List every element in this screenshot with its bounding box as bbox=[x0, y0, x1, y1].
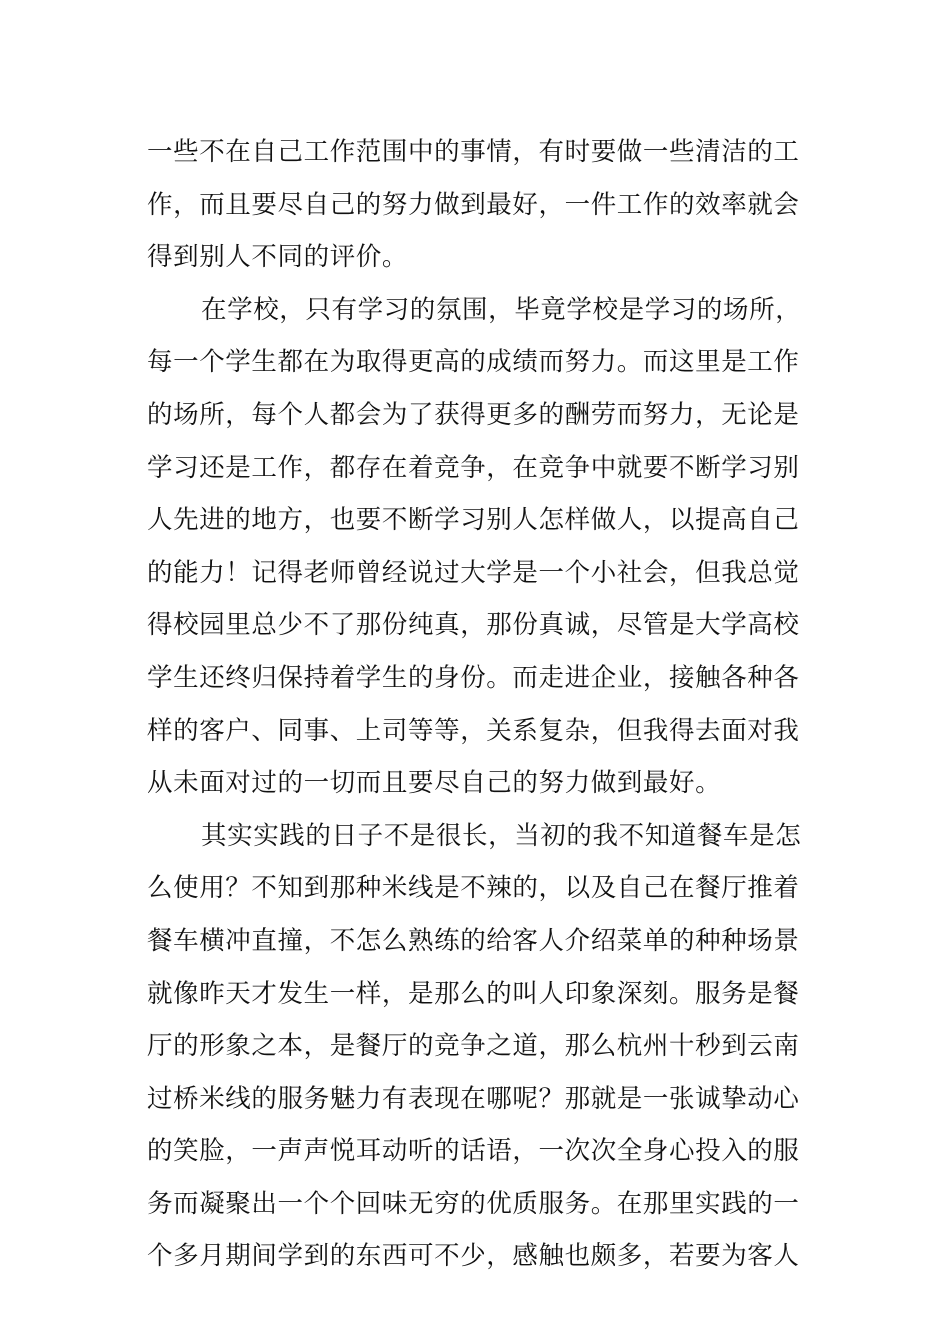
text-line: 一些不在自己工作范围中的事情，有时要做一些清洁的工 bbox=[147, 137, 800, 167]
text-line: 过桥米线的服务魅力有表现在哪呢？那就是一张诚挚动心 bbox=[147, 1083, 800, 1114]
text-line: 学生还终归保持着学生的身份。而走进企业，接触各种各 bbox=[147, 662, 800, 693]
text-line: 么使用？不知到那种米线是不辣的，以及自己在餐厅推着 bbox=[147, 873, 800, 904]
paragraph-first-line: 其实实践的日子不是很长，当初的我不知道餐车是怎 bbox=[201, 820, 802, 851]
text-line: 务而凝聚出一个个回味无穷的优质服务。在那里实践的一 bbox=[147, 1188, 800, 1219]
text-line: 从未面对过的一切而且要尽自己的努力做到最好。 bbox=[147, 768, 722, 799]
text-line: 得到别人不同的评价。 bbox=[147, 242, 409, 273]
text-line: 餐车横冲直撞，不怎么熟练的给客人介绍菜单的种种场景 bbox=[147, 925, 800, 956]
text-line: 样的客户、同事、上司等等，关系复杂，但我得去面对我 bbox=[147, 715, 800, 746]
text-line: 就像昨天才发生一样，是那么的叫人印象深刻。服务是餐 bbox=[147, 978, 800, 1009]
text-line: 的笑脸，一声声悦耳动听的话语，一次次全身心投入的服 bbox=[147, 1136, 800, 1167]
text-line: 人先进的地方，也要不断学习别人怎样做人，以提高自己 bbox=[147, 505, 800, 536]
paragraph-first-line: 在学校，只有学习的氛围，毕竟学校是学习的场所， bbox=[201, 294, 802, 325]
text-line: 的能力！记得老师曾经说过大学是一个小社会，但我总觉 bbox=[147, 557, 800, 588]
text-line: 得校园里总少不了那份纯真，那份真诚，尽管是大学高校 bbox=[147, 610, 800, 641]
text-line: 厅的形象之本，是餐厅的竞争之道，那么杭州十秒到云南 bbox=[147, 1031, 800, 1062]
text-line: 学习还是工作，都存在着竞争，在竞争中就要不断学习别 bbox=[147, 452, 800, 483]
text-line: 个多月期间学到的东西可不少，感触也颇多，若要为客人 bbox=[147, 1241, 800, 1272]
text-line: 每一个学生都在为取得更高的成绩而努力。而这里是工作 bbox=[147, 347, 800, 378]
text-line: 作，而且要尽自己的努力做到最好，一件工作的效率就会 bbox=[147, 189, 800, 220]
text-line: 的场所，每个人都会为了获得更多的酬劳而努力，无论是 bbox=[147, 399, 800, 430]
body-text bbox=[147, 126, 809, 1283]
